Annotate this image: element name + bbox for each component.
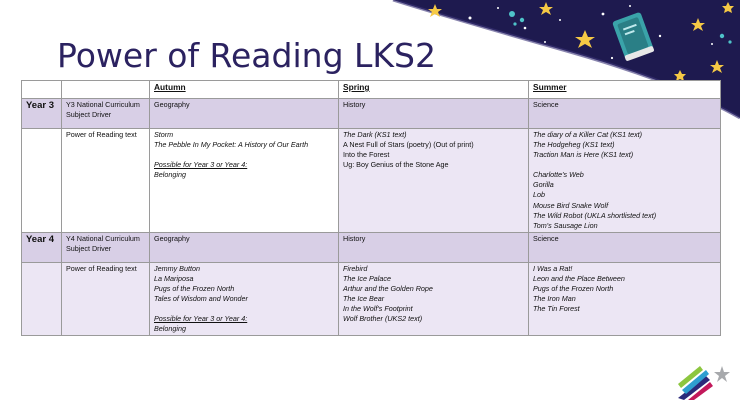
note-text: Possible for Year 3 or Year 4: (154, 314, 248, 324)
reading-table (21, 80, 721, 336)
book-title: La Mariposa (154, 273, 194, 283)
books-cell-spring (339, 129, 529, 233)
book-title: Leon and the Place Between (533, 273, 625, 283)
book-title: The Wild Robot (UKLA shortlisted text) (533, 210, 657, 220)
book-title: Storm (154, 130, 174, 139)
book-title: Firebird (343, 263, 368, 273)
book-title: The Tin Forest (533, 304, 580, 314)
table-row-y3-driver (22, 99, 721, 129)
book-title: Gorilla (533, 180, 554, 190)
books-cell-autumn (150, 129, 339, 233)
driver-label: Y3 National Curriculum Subject Driver (62, 99, 150, 129)
empty-cell (22, 262, 62, 336)
driver-cell: Science (529, 99, 721, 129)
driver-cell: History (339, 99, 529, 129)
book-title: Tom's Sausage Lion (533, 220, 598, 230)
books-cell-autumn (150, 262, 339, 336)
page-title: Power of Reading LKS2 (57, 36, 436, 75)
driver-cell: History (339, 232, 529, 262)
book-title: Mouse Bird Snake Wolf (533, 200, 609, 210)
book-title: Pugs of the Frozen North (154, 284, 235, 294)
book-title: Tales of Wisdom and Wonder (154, 294, 248, 304)
book-title: I Was a Rat! (533, 263, 573, 273)
year-label: Year 3 (22, 99, 62, 129)
season-label: Autumn (154, 82, 186, 92)
book-title: Belonging (154, 324, 186, 334)
book-title: Jemmy Button (154, 263, 200, 273)
table-header-empty (62, 81, 150, 99)
book-title: Belonging (154, 170, 186, 180)
book-title: The Hodgeheg (KS1 text) (533, 140, 615, 150)
driver-cell: Geography (150, 99, 339, 129)
trust-logo-icon (676, 364, 732, 400)
table-header-empty (22, 81, 62, 99)
book-title: Pugs of the Frozen North (533, 284, 614, 294)
season-label: Spring (343, 82, 370, 92)
driver-label: Y4 National Curriculum Subject Driver (62, 232, 150, 262)
table-row-y4-books (22, 262, 721, 336)
books-cell-summer (529, 262, 721, 336)
book-title: Traction Man is Here (KS1 text) (533, 150, 634, 160)
table-header-row (22, 81, 721, 99)
book-title: Into the Forest (343, 150, 390, 160)
star-icon (714, 366, 730, 382)
book-title: The Iron Man (533, 294, 576, 304)
header-cell-autumn (150, 81, 339, 99)
book-title: The Ice Bear (343, 294, 385, 304)
book-title: In the Wolf's Footprint (343, 304, 413, 314)
driver-cell: Science (529, 232, 721, 262)
table-row-y4-driver (22, 232, 721, 262)
header-cell-summer (529, 81, 721, 99)
book-title: Arthur and the Golden Rope (343, 284, 433, 294)
book-title: The Dark (KS1 text) (343, 130, 407, 139)
book-title: The Ice Palace (343, 273, 391, 283)
book-title: The Pebble In My Pocket: A History of Our Earth (154, 140, 309, 150)
season-label: Summer (533, 82, 567, 92)
year-label: Year 4 (22, 232, 62, 262)
table-row-y3-books (22, 129, 721, 233)
book-title: Lob (533, 190, 545, 200)
books-cell-spring (339, 262, 529, 336)
empty-cell (22, 129, 62, 233)
book-title: Wolf Brother (UKS2 text) (343, 314, 423, 324)
books-label: Power of Reading text (62, 262, 150, 336)
note-text: Possible for Year 3 or Year 4: (154, 160, 248, 170)
books-label: Power of Reading text (62, 129, 150, 233)
books-cell-summer (529, 129, 721, 233)
book-title: Charlotte's Web (533, 170, 584, 180)
header-cell-spring (339, 81, 529, 99)
book-title: The diary of a Killer Cat (KS1 text) (533, 130, 643, 139)
book-title: Ug: Boy Genius of the Stone Age (343, 160, 449, 170)
driver-cell: Geography (150, 232, 339, 262)
book-title: A Nest Full of Stars (poetry) (Out of print) (343, 140, 474, 150)
